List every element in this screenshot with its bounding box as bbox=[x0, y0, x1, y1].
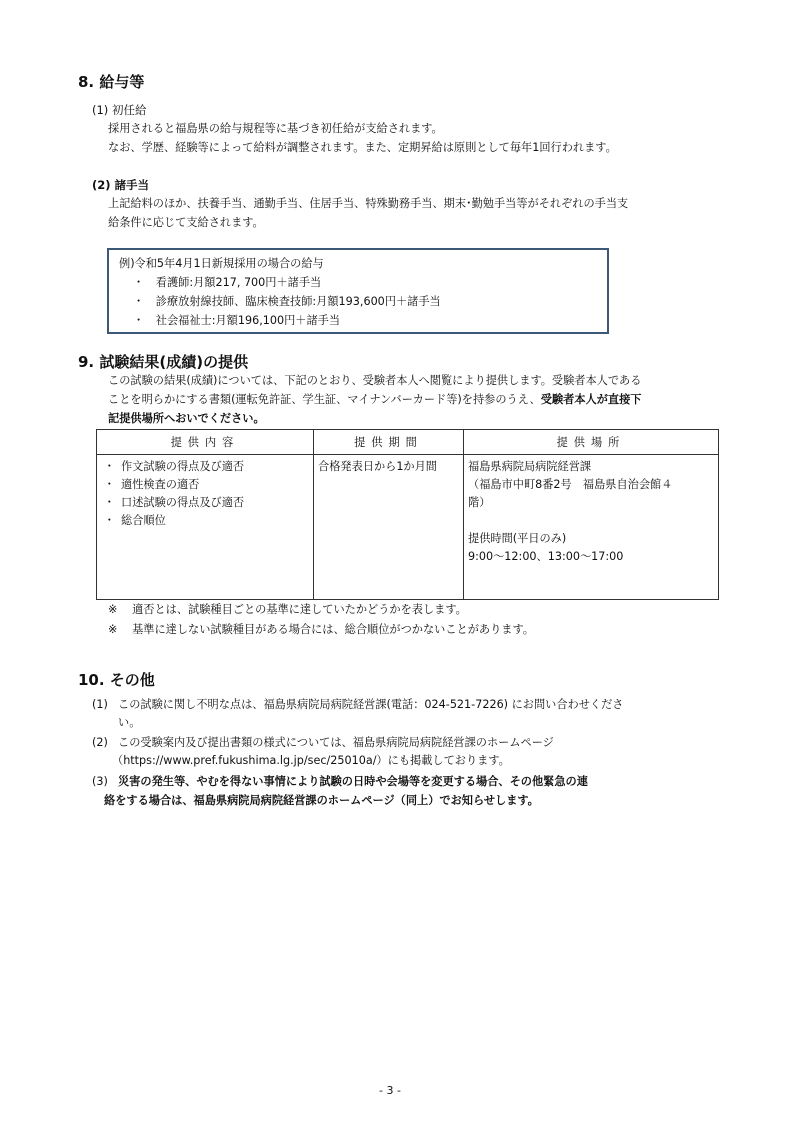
section-9-intro-line2 bbox=[108, 391, 641, 409]
content-item bbox=[97, 458, 313, 476]
bullet: ・ bbox=[103, 460, 115, 473]
section-9-intro-line1: この試験の結果(成績)については、下記のとおり、受験者本人へ閲覧により提供します。受験者本人である bbox=[108, 374, 642, 387]
section-8-2-heading: (2) 諸手当 bbox=[92, 178, 150, 192]
table-header-row bbox=[97, 430, 719, 455]
item-1-number: (1) bbox=[92, 698, 108, 711]
section-9-intro-line3: 記提供場所へおいでください。 bbox=[108, 412, 265, 425]
item-1-line1: この試験に関し不明な点は、福島県病院局病院経営課(電話：024-521-7226) にお問い合わせくださ bbox=[118, 698, 624, 711]
content-item-text: 適性検査の適否 bbox=[121, 478, 200, 491]
content-item-text: 総合順位 bbox=[121, 514, 166, 527]
item-1-line2: い。 bbox=[118, 716, 141, 729]
content-item bbox=[97, 512, 313, 530]
provision-table bbox=[96, 429, 719, 600]
header-period: 提供期間 bbox=[314, 430, 464, 455]
item-3-line1: 災害の発生等、やむを得ない事情により試験の日時や会場等を変更する場合、その他緊急の連 bbox=[118, 775, 588, 788]
place-line: （福島市中町8番2号 福島県自治会館４ bbox=[468, 478, 673, 491]
section-8-2-line1: 上記給料のほか、扶養手当、通勤手当、住居手当、特殊勤務手当、期末･勤勉手当等がそれぞれの手当支 bbox=[108, 197, 629, 210]
item-2-line2: （https://www.pref.fukushima.lg.jp/sec/25010a/）にも掲載しております。 bbox=[112, 754, 510, 767]
salary-example-box bbox=[107, 248, 609, 334]
salary-example-item bbox=[133, 312, 340, 328]
bullet: ・ bbox=[133, 314, 145, 327]
salary-example-item bbox=[133, 293, 441, 309]
content-item-text: 作文試験の得点及び適否 bbox=[121, 460, 245, 473]
period-text: 合格発表日から1か月間 bbox=[318, 460, 437, 473]
section-9-intro-bold: 受験者本人が直接下 bbox=[540, 393, 642, 406]
section-8-1-heading: (1) 初任給 bbox=[92, 103, 147, 117]
section-8-1-line1: 採用されると福島県の給与規程等に基づき初任給が支給されます。 bbox=[108, 122, 443, 135]
place-line: 福島県病院局病院経営課 bbox=[468, 460, 592, 473]
page-number: - 3 - bbox=[379, 1084, 401, 1097]
place-line bbox=[468, 512, 718, 530]
salary-example-item-text: 社会福祉士:月額196,100円＋諸手当 bbox=[155, 314, 341, 327]
note-2: ※ 基準に達しない試験種目がある場合には、総合順位がつかないことがあります。 bbox=[108, 623, 534, 636]
salary-example-item-text: 看護師:月額217, 700円＋諸手当 bbox=[155, 276, 322, 289]
item-3-line2: 絡をする場合は、福島県病院局病院経営課のホームページ（同上）でお知らせします。 bbox=[104, 794, 539, 807]
bullet: ・ bbox=[103, 478, 115, 491]
place-line: 提供時間(平日のみ) bbox=[468, 532, 567, 545]
bullet: ・ bbox=[103, 514, 115, 527]
salary-example-item bbox=[133, 274, 321, 290]
place-line: 階） bbox=[468, 496, 491, 509]
salary-example-item-text: 診療放射線技師、臨床検査技師:月額193,600円＋諸手当 bbox=[155, 295, 441, 308]
content-item bbox=[97, 476, 313, 494]
content-item bbox=[97, 494, 313, 512]
section-9-intro-normal: ことを明らかにする書類(運転免許証、学生証、マイナンバーカード等)を持参のうえ、 bbox=[108, 393, 541, 406]
header-content: 提供内容 bbox=[97, 430, 314, 455]
content-item-text: 口述試験の得点及び適否 bbox=[121, 496, 245, 509]
item-2-number: (2) bbox=[92, 736, 108, 749]
item-2-line1: この受験案内及び提出書類の様式については、福島県病院局病院経営課のホームページ bbox=[118, 736, 554, 749]
header-place: 提供場所 bbox=[464, 430, 719, 455]
section-8-2-line2: 給条件に応じて支給されます。 bbox=[108, 216, 264, 229]
salary-example-title: 例)令和5年4月1日新規採用の場合の給与 bbox=[119, 257, 324, 270]
section-8-heading: 8. 給与等 bbox=[78, 73, 145, 91]
cell-place bbox=[464, 455, 719, 600]
bullet: ・ bbox=[103, 496, 115, 509]
section-8-1-line2: なお、学歴、経験等によって給料が調整されます。また、定期昇給は原則として毎年1回行われます。 bbox=[108, 141, 617, 154]
note-1: ※ 適否とは、試験種目ごとの基準に達していたかどうかを表します。 bbox=[108, 603, 467, 616]
table-row bbox=[97, 455, 719, 600]
cell-period bbox=[314, 455, 464, 600]
bullet: ・ bbox=[133, 276, 145, 289]
place-line: 9:00～12:00、13:00～17:00 bbox=[468, 550, 624, 563]
section-10-heading: 10. その他 bbox=[78, 671, 155, 689]
section-9-heading: 9. 試験結果(成績)の提供 bbox=[78, 353, 249, 371]
item-3-number: (3) bbox=[92, 775, 108, 788]
bullet: ・ bbox=[133, 295, 145, 308]
cell-content bbox=[97, 455, 314, 600]
